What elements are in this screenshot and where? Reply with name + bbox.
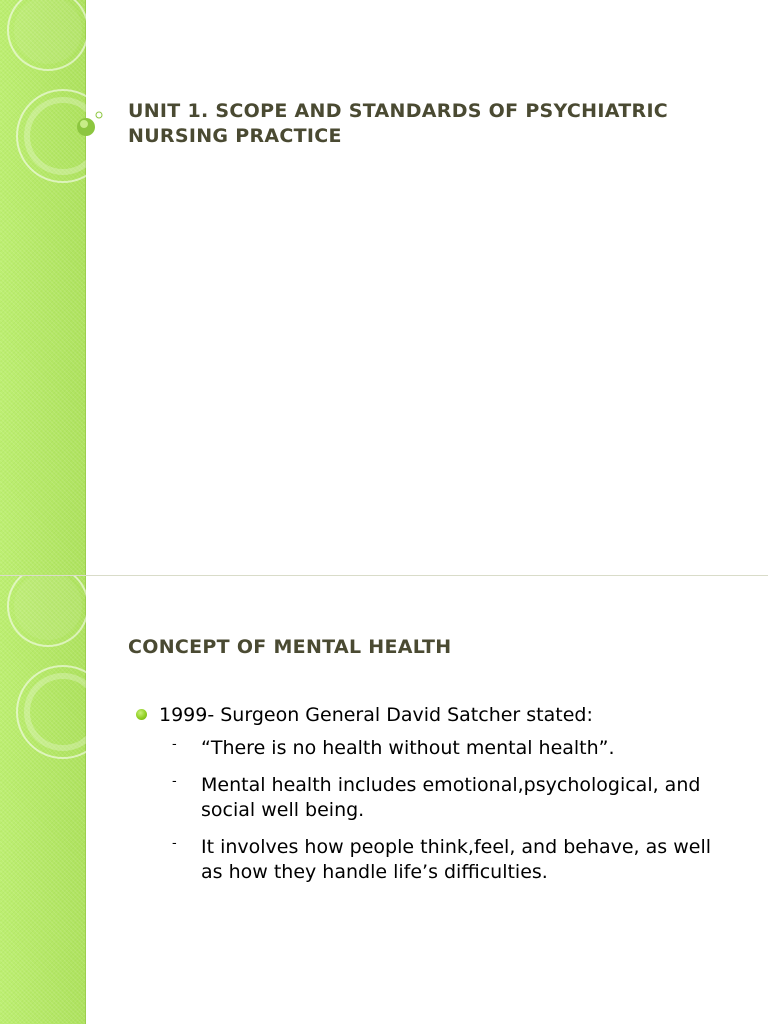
sub-bullet-item xyxy=(159,835,736,885)
dash-icon: - xyxy=(172,737,177,752)
bullet-item xyxy=(136,702,736,885)
bullet-text: 1999- Surgeon General David Satcher stated: xyxy=(159,704,593,726)
dash-icon: - xyxy=(172,836,177,851)
slide-2 xyxy=(0,576,768,1024)
circle-ornament-icon xyxy=(0,0,130,200)
dash-icon: - xyxy=(172,774,177,789)
circle-ornament-icon xyxy=(0,576,130,776)
sub-bullet-list xyxy=(159,736,736,885)
sub-bullet-text: “There is no health without mental health”. xyxy=(201,737,615,759)
bullet-list xyxy=(136,702,736,897)
sub-bullet-item xyxy=(159,736,736,761)
sub-bullet-text: Mental health includes emotional,psychological, and social well being. xyxy=(201,774,701,821)
slide-1-title: UNIT 1. SCOPE AND STANDARDS OF PSYCHIATRIC NURSING PRACTICE xyxy=(128,100,669,147)
green-dot-bullet-icon xyxy=(136,709,147,720)
slide-2-title: CONCEPT OF MENTAL HEALTH xyxy=(128,636,452,658)
sub-bullet-text: It involves how people think,feel, and behave, as well as how they handle life’s difficulties. xyxy=(201,836,712,883)
sub-bullet-item xyxy=(159,773,736,823)
